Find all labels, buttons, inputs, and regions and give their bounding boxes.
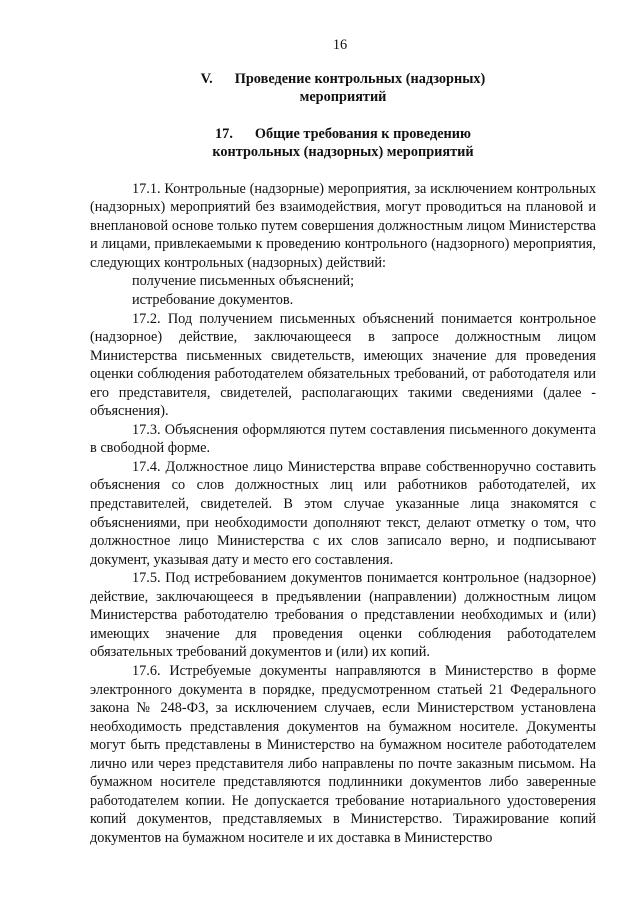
list-item-explanations: получение письменных объяснений; <box>132 273 355 290</box>
section-title-line2: мероприятий <box>299 89 387 106</box>
page-number: 16 <box>332 37 348 53</box>
paragraph-17-6: 17.6. Истребуемые документы направляются в Министерство в форме электронного документа в порядке, предусмотренном статьей 21 Федерального закона № 248-ФЗ, за исключением случаев, если Министерством установлена необходимость представления документов на бумажном носителе. Документы могут быть представлены в Министерство на бумажном носителе работодателем лично или через представителя либо направлены по почте заказным письмом. На бумажном носителе представляются подлинники документов либо заверенные работодателем копии. Не допускается требование нотариального удостоверения копий документов, представляемых в Министерство. Тиражирование копий документов на бумажном носителе и их доставка в Министерство <box>90 662 596 846</box>
subsection-title-line2: контрольных (надзорных) мероприятий <box>212 144 474 161</box>
paragraph-17-2: 17.2. Под получением письменных объяснений понимается контрольное (надзорное) действие, заключающееся в запросе должностным лицом Министерства письменных свидетельств, имеющих значение для проведения оценки соблюдения работодателем обязательных требований, от работодателя или его представителя, свидетелей, располагающих такими сведениями (далее - объяснения). <box>90 310 596 420</box>
paragraph-17-3: 17.3. Объяснения оформляются путем составления письменного документа в свободной форме. <box>90 421 596 457</box>
list-item-documents: истребование документов. <box>132 292 294 309</box>
subsection-number: 17. <box>215 125 233 142</box>
paragraph-17-4: 17.4. Должностное лицо Министерства вправе собственноручно составить объяснения со слов должностных лиц или работников работодателей, их представителей, свидетелей. В этом случае указанные лица знакомятся с объяснениями, при необходимости дополняют текст, делают отметку о том, что должностное лицо Министерства с их слов записало верно, и подписывают документ, указывая дату и место его составления. <box>90 458 596 568</box>
section-number: V. <box>200 70 213 87</box>
paragraph-17-5: 17.5. Под истребованием документов понимается контрольное (надзорное) действие, заключающееся в предъявлении (направлении) должностным лицом Министерства работодателю требования о представлении необходимых и (или) имеющих значение для проведения оценки соблюдения работодателем обязательных требований документов и (или) их копий. <box>90 570 596 661</box>
section-heading <box>90 70 596 107</box>
section-title-line1: Проведение контрольных (надзорных) <box>234 70 486 87</box>
subsection-title-line1: Общие требования к проведению <box>254 125 471 142</box>
paragraph-17-1: 17.1. Контрольные (надзорные) мероприятия, за исключением контрольных (надзорных) мероприятий без взаимодействия, могут проводиться на плановой и внеплановой основе только путем совершения должностным лицом Министерства и лицами, привлекаемыми к проведению контрольного (надзорного) мероприятия, следующих контрольных (надзорных) действий: <box>90 180 596 271</box>
subsection-heading <box>90 125 596 162</box>
